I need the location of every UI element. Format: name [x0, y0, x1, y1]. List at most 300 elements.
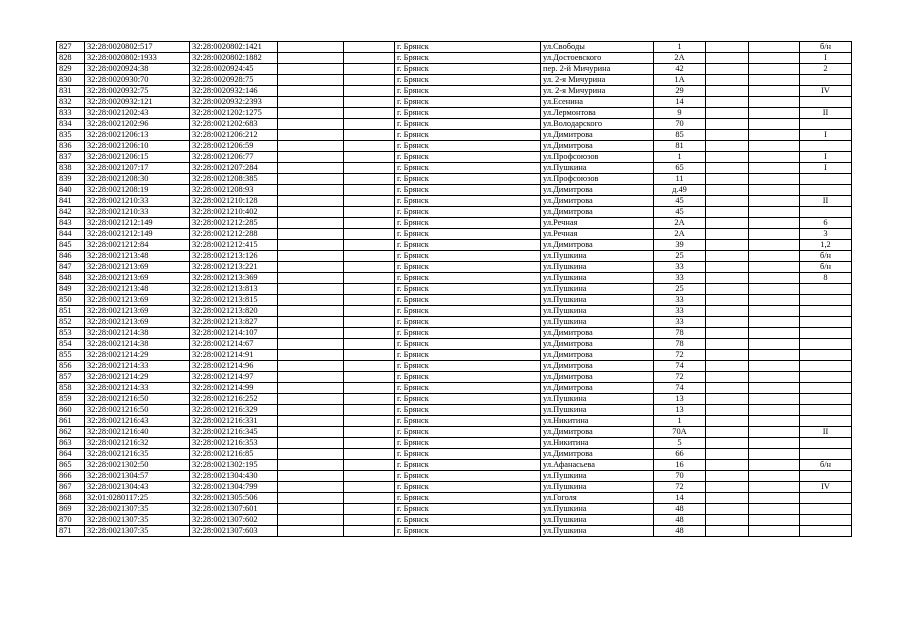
room-cell: [800, 361, 852, 372]
land-cadastral-number: 32:28:0021216:35: [85, 449, 190, 460]
city-cell: г. Брянск: [395, 438, 541, 449]
land-cadastral-number: 32:28:0021214:29: [85, 350, 190, 361]
empty-cell: [749, 394, 800, 405]
row-number: 869: [57, 504, 85, 515]
row-number: 860: [57, 405, 85, 416]
house-cell: 78: [654, 328, 706, 339]
empty-cell: [344, 75, 395, 86]
land-cadastral-number: 32:28:0021212:149: [85, 218, 190, 229]
empty-cell: [749, 383, 800, 394]
empty-cell: [278, 130, 344, 141]
object-cadastral-number: 32:28:0021212:415: [190, 240, 278, 251]
room-cell: IV: [800, 86, 852, 97]
room-cell: [800, 174, 852, 185]
empty-cell: [344, 493, 395, 504]
street-cell: ул.Никитина: [541, 416, 654, 427]
table-row: [57, 449, 852, 460]
table-row: [57, 394, 852, 405]
empty-cell: [278, 438, 344, 449]
house-cell: 29: [654, 86, 706, 97]
house-cell: 70А: [654, 427, 706, 438]
house-cell: 13: [654, 394, 706, 405]
empty-cell: [749, 339, 800, 350]
object-cadastral-number: 32:28:0021307:603: [190, 526, 278, 537]
table-row: [57, 427, 852, 438]
empty-cell: [706, 64, 749, 75]
empty-cell: [749, 515, 800, 526]
empty-cell: [344, 141, 395, 152]
empty-cell: [344, 504, 395, 515]
table-row: [57, 317, 852, 328]
object-cadastral-number: 32:28:0021212:288: [190, 229, 278, 240]
object-cadastral-number: 32:28:0021213:827: [190, 317, 278, 328]
row-number: 839: [57, 174, 85, 185]
empty-cell: [706, 284, 749, 295]
empty-cell: [706, 86, 749, 97]
empty-cell: [278, 163, 344, 174]
street-cell: ул.Пушкина: [541, 163, 654, 174]
empty-cell: [344, 251, 395, 262]
empty-cell: [706, 273, 749, 284]
empty-cell: [278, 152, 344, 163]
room-cell: б/н: [800, 460, 852, 471]
empty-cell: [344, 240, 395, 251]
row-number: 842: [57, 207, 85, 218]
room-cell: [800, 416, 852, 427]
house-cell: 14: [654, 97, 706, 108]
object-cadastral-number: 32:28:0020932:146: [190, 86, 278, 97]
empty-cell: [278, 196, 344, 207]
row-number: 852: [57, 317, 85, 328]
row-number: 855: [57, 350, 85, 361]
empty-cell: [706, 152, 749, 163]
city-cell: г. Брянск: [395, 119, 541, 130]
room-cell: I: [800, 152, 852, 163]
empty-cell: [344, 471, 395, 482]
object-cadastral-number: 32:28:0021207:284: [190, 163, 278, 174]
empty-cell: [749, 482, 800, 493]
table-row: [57, 130, 852, 141]
city-cell: г. Брянск: [395, 86, 541, 97]
empty-cell: [278, 328, 344, 339]
empty-cell: [278, 361, 344, 372]
empty-cell: [344, 53, 395, 64]
table-row: [57, 97, 852, 108]
street-cell: ул. 2-я Мичурина: [541, 75, 654, 86]
street-cell: ул.Пушкина: [541, 284, 654, 295]
city-cell: г. Брянск: [395, 229, 541, 240]
row-number: 834: [57, 119, 85, 130]
table-row: [57, 53, 852, 64]
empty-cell: [749, 372, 800, 383]
room-cell: [800, 75, 852, 86]
city-cell: г. Брянск: [395, 163, 541, 174]
table-row: [57, 273, 852, 284]
house-cell: 13: [654, 405, 706, 416]
table-row: [57, 75, 852, 86]
street-cell: ул.Лермонтова: [541, 108, 654, 119]
land-cadastral-number: 32:28:0021213:69: [85, 273, 190, 284]
table-row: [57, 361, 852, 372]
house-cell: 33: [654, 317, 706, 328]
street-cell: ул.Речная: [541, 218, 654, 229]
land-cadastral-number: 32:28:0021206:10: [85, 141, 190, 152]
empty-cell: [749, 141, 800, 152]
object-cadastral-number: 32:28:0020924:45: [190, 64, 278, 75]
street-cell: ул.Пушкина: [541, 295, 654, 306]
room-cell: 1,2: [800, 240, 852, 251]
row-number: 833: [57, 108, 85, 119]
empty-cell: [278, 383, 344, 394]
street-cell: ул.Пушкина: [541, 405, 654, 416]
table-row: [57, 229, 852, 240]
row-number: 844: [57, 229, 85, 240]
street-cell: ул.Димитрова: [541, 383, 654, 394]
table-row: [57, 163, 852, 174]
object-cadastral-number: 32:28:0021206:59: [190, 141, 278, 152]
empty-cell: [344, 460, 395, 471]
street-cell: ул.Профсоюзов: [541, 174, 654, 185]
land-cadastral-number: 32:28:0020930:70: [85, 75, 190, 86]
empty-cell: [749, 405, 800, 416]
row-number: 870: [57, 515, 85, 526]
house-cell: 9: [654, 108, 706, 119]
object-cadastral-number: 32:28:0021214:96: [190, 361, 278, 372]
table-row: [57, 108, 852, 119]
city-cell: г. Брянск: [395, 273, 541, 284]
house-cell: 1: [654, 152, 706, 163]
empty-cell: [749, 273, 800, 284]
empty-cell: [344, 229, 395, 240]
street-cell: ул.Димитрова: [541, 130, 654, 141]
empty-cell: [278, 295, 344, 306]
empty-cell: [278, 449, 344, 460]
empty-cell: [344, 361, 395, 372]
empty-cell: [706, 438, 749, 449]
object-cadastral-number: 32:28:0021307:602: [190, 515, 278, 526]
city-cell: г. Брянск: [395, 471, 541, 482]
land-cadastral-number: 32:28:0021210:33: [85, 207, 190, 218]
empty-cell: [278, 284, 344, 295]
street-cell: ул.Димитрова: [541, 240, 654, 251]
table-row: [57, 339, 852, 350]
house-cell: 2А: [654, 229, 706, 240]
empty-cell: [344, 394, 395, 405]
table-row: [57, 383, 852, 394]
empty-cell: [749, 504, 800, 515]
city-cell: г. Брянск: [395, 240, 541, 251]
house-cell: 72: [654, 350, 706, 361]
city-cell: г. Брянск: [395, 350, 541, 361]
row-number: 831: [57, 86, 85, 97]
room-cell: [800, 383, 852, 394]
city-cell: г. Брянск: [395, 449, 541, 460]
room-cell: I: [800, 53, 852, 64]
street-cell: ул.Димитрова: [541, 196, 654, 207]
empty-cell: [278, 394, 344, 405]
empty-cell: [344, 42, 395, 53]
empty-cell: [706, 97, 749, 108]
empty-cell: [706, 251, 749, 262]
empty-cell: [278, 317, 344, 328]
table-row: [57, 306, 852, 317]
object-cadastral-number: 32:28:0021202:1275: [190, 108, 278, 119]
empty-cell: [749, 493, 800, 504]
city-cell: г. Брянск: [395, 339, 541, 350]
land-cadastral-number: 32:28:0020932:121: [85, 97, 190, 108]
house-cell: 11: [654, 174, 706, 185]
empty-cell: [749, 427, 800, 438]
empty-cell: [749, 108, 800, 119]
empty-cell: [706, 427, 749, 438]
object-cadastral-number: 32:28:0021214:99: [190, 383, 278, 394]
room-cell: [800, 295, 852, 306]
object-cadastral-number: 32:28:0021214:67: [190, 339, 278, 350]
city-cell: г. Брянск: [395, 383, 541, 394]
city-cell: г. Брянск: [395, 295, 541, 306]
empty-cell: [749, 350, 800, 361]
empty-cell: [706, 185, 749, 196]
table-row: [57, 251, 852, 262]
empty-cell: [706, 108, 749, 119]
house-cell: 1: [654, 42, 706, 53]
table-row: [57, 86, 852, 97]
object-cadastral-number: 32:28:0021213:221: [190, 262, 278, 273]
city-cell: г. Брянск: [395, 130, 541, 141]
table-row: [57, 328, 852, 339]
house-cell: 74: [654, 383, 706, 394]
table-row: [57, 372, 852, 383]
house-cell: 48: [654, 515, 706, 526]
row-number: 856: [57, 361, 85, 372]
empty-cell: [749, 130, 800, 141]
street-cell: ул.Пушкина: [541, 515, 654, 526]
city-cell: г. Брянск: [395, 427, 541, 438]
object-cadastral-number: 32:28:0021305:506: [190, 493, 278, 504]
empty-cell: [278, 174, 344, 185]
empty-cell: [344, 273, 395, 284]
room-cell: [800, 339, 852, 350]
land-cadastral-number: 32:28:0021214:38: [85, 339, 190, 350]
row-number: 827: [57, 42, 85, 53]
row-number: 868: [57, 493, 85, 504]
empty-cell: [278, 229, 344, 240]
room-cell: [800, 119, 852, 130]
empty-cell: [749, 317, 800, 328]
city-cell: г. Брянск: [395, 515, 541, 526]
empty-cell: [344, 350, 395, 361]
empty-cell: [749, 75, 800, 86]
empty-cell: [706, 449, 749, 460]
row-number: 846: [57, 251, 85, 262]
empty-cell: [749, 438, 800, 449]
empty-cell: [706, 471, 749, 482]
empty-cell: [278, 218, 344, 229]
empty-cell: [344, 218, 395, 229]
house-cell: 2А: [654, 218, 706, 229]
empty-cell: [706, 482, 749, 493]
street-cell: ул.Пушкина: [541, 482, 654, 493]
land-cadastral-number: 32:28:0021302:50: [85, 460, 190, 471]
row-number: 841: [57, 196, 85, 207]
empty-cell: [344, 515, 395, 526]
house-cell: 45: [654, 207, 706, 218]
row-number: 865: [57, 460, 85, 471]
empty-cell: [278, 460, 344, 471]
city-cell: г. Брянск: [395, 218, 541, 229]
empty-cell: [706, 196, 749, 207]
empty-cell: [278, 350, 344, 361]
empty-cell: [706, 405, 749, 416]
row-number: 863: [57, 438, 85, 449]
empty-cell: [749, 53, 800, 64]
row-number: 840: [57, 185, 85, 196]
row-number: 829: [57, 64, 85, 75]
city-cell: г. Брянск: [395, 361, 541, 372]
street-cell: пер. 2-й Мичурина: [541, 64, 654, 75]
land-cadastral-number: 32:28:0021216:32: [85, 438, 190, 449]
table-row: [57, 42, 852, 53]
city-cell: г. Брянск: [395, 64, 541, 75]
empty-cell: [344, 383, 395, 394]
table-row: [57, 482, 852, 493]
house-cell: 72: [654, 372, 706, 383]
empty-cell: [344, 108, 395, 119]
land-cadastral-number: 32:28:0021213:69: [85, 306, 190, 317]
empty-cell: [706, 339, 749, 350]
object-cadastral-number: 32:28:0021212:285: [190, 218, 278, 229]
empty-cell: [344, 185, 395, 196]
land-cadastral-number: 32:28:0021213:69: [85, 295, 190, 306]
room-cell: [800, 526, 852, 537]
register-table: [56, 41, 852, 537]
table-row: [57, 185, 852, 196]
street-cell: ул.Достоевского: [541, 53, 654, 64]
empty-cell: [344, 372, 395, 383]
city-cell: г. Брянск: [395, 328, 541, 339]
table-row: [57, 218, 852, 229]
table-row: [57, 64, 852, 75]
table-row: [57, 207, 852, 218]
object-cadastral-number: 32:28:0021208:385: [190, 174, 278, 185]
row-number: 851: [57, 306, 85, 317]
house-cell: 48: [654, 526, 706, 537]
land-cadastral-number: 32:28:0021210:33: [85, 196, 190, 207]
room-cell: [800, 328, 852, 339]
city-cell: г. Брянск: [395, 141, 541, 152]
land-cadastral-number: 32:28:0021307:35: [85, 515, 190, 526]
street-cell: ул.Профсоюзов: [541, 152, 654, 163]
city-cell: г. Брянск: [395, 394, 541, 405]
object-cadastral-number: 32:28:0021307:601: [190, 504, 278, 515]
empty-cell: [278, 53, 344, 64]
empty-cell: [278, 251, 344, 262]
room-cell: [800, 207, 852, 218]
row-number: 836: [57, 141, 85, 152]
empty-cell: [706, 328, 749, 339]
empty-cell: [278, 306, 344, 317]
city-cell: г. Брянск: [395, 482, 541, 493]
land-cadastral-number: 32:28:0021207:17: [85, 163, 190, 174]
row-number: 830: [57, 75, 85, 86]
object-cadastral-number: 32:28:0021202:683: [190, 119, 278, 130]
city-cell: г. Брянск: [395, 108, 541, 119]
room-cell: б/н: [800, 262, 852, 273]
room-cell: 6: [800, 218, 852, 229]
city-cell: г. Брянск: [395, 75, 541, 86]
city-cell: г. Брянск: [395, 97, 541, 108]
empty-cell: [706, 504, 749, 515]
house-cell: 25: [654, 251, 706, 262]
object-cadastral-number: 32:28:0021216:345: [190, 427, 278, 438]
empty-cell: [278, 64, 344, 75]
empty-cell: [344, 130, 395, 141]
street-cell: ул.Никитина: [541, 438, 654, 449]
empty-cell: [749, 86, 800, 97]
land-cadastral-number: 32:28:0021202:96: [85, 119, 190, 130]
land-cadastral-number: 32:28:0021213:48: [85, 251, 190, 262]
row-number: 832: [57, 97, 85, 108]
land-cadastral-number: 32:01:0280117:25: [85, 493, 190, 504]
empty-cell: [749, 295, 800, 306]
empty-cell: [749, 262, 800, 273]
room-cell: 2: [800, 64, 852, 75]
land-cadastral-number: 32:28:0021208:30: [85, 174, 190, 185]
street-cell: ул.Гоголя: [541, 493, 654, 504]
empty-cell: [706, 75, 749, 86]
empty-cell: [278, 262, 344, 273]
row-number: 853: [57, 328, 85, 339]
street-cell: ул.Димитрова: [541, 207, 654, 218]
land-cadastral-number: 32:28:0020802:1933: [85, 53, 190, 64]
empty-cell: [278, 97, 344, 108]
table-row: [57, 284, 852, 295]
empty-cell: [344, 295, 395, 306]
object-cadastral-number: 32:28:0021214:91: [190, 350, 278, 361]
empty-cell: [344, 526, 395, 537]
land-cadastral-number: 32:28:0021212:84: [85, 240, 190, 251]
street-cell: ул.Афанасьева: [541, 460, 654, 471]
empty-cell: [344, 174, 395, 185]
city-cell: г. Брянск: [395, 207, 541, 218]
object-cadastral-number: 32:28:0020802:1882: [190, 53, 278, 64]
street-cell: ул.Есенина: [541, 97, 654, 108]
empty-cell: [278, 416, 344, 427]
room-cell: [800, 372, 852, 383]
row-number: 864: [57, 449, 85, 460]
house-cell: 1: [654, 416, 706, 427]
house-cell: 2А: [654, 53, 706, 64]
land-cadastral-number: 32:28:0021212:149: [85, 229, 190, 240]
empty-cell: [749, 284, 800, 295]
object-cadastral-number: 32:28:0021213:369: [190, 273, 278, 284]
empty-cell: [278, 339, 344, 350]
empty-cell: [344, 317, 395, 328]
room-cell: б/н: [800, 251, 852, 262]
table-row: [57, 526, 852, 537]
table-row: [57, 438, 852, 449]
land-cadastral-number: 32:28:0021202:43: [85, 108, 190, 119]
row-number: 854: [57, 339, 85, 350]
empty-cell: [278, 526, 344, 537]
empty-cell: [749, 64, 800, 75]
room-cell: [800, 350, 852, 361]
object-cadastral-number: 32:28:0021208:93: [190, 185, 278, 196]
table-row: [57, 471, 852, 482]
empty-cell: [706, 416, 749, 427]
empty-cell: [706, 361, 749, 372]
object-cadastral-number: 32:28:0020802:1421: [190, 42, 278, 53]
